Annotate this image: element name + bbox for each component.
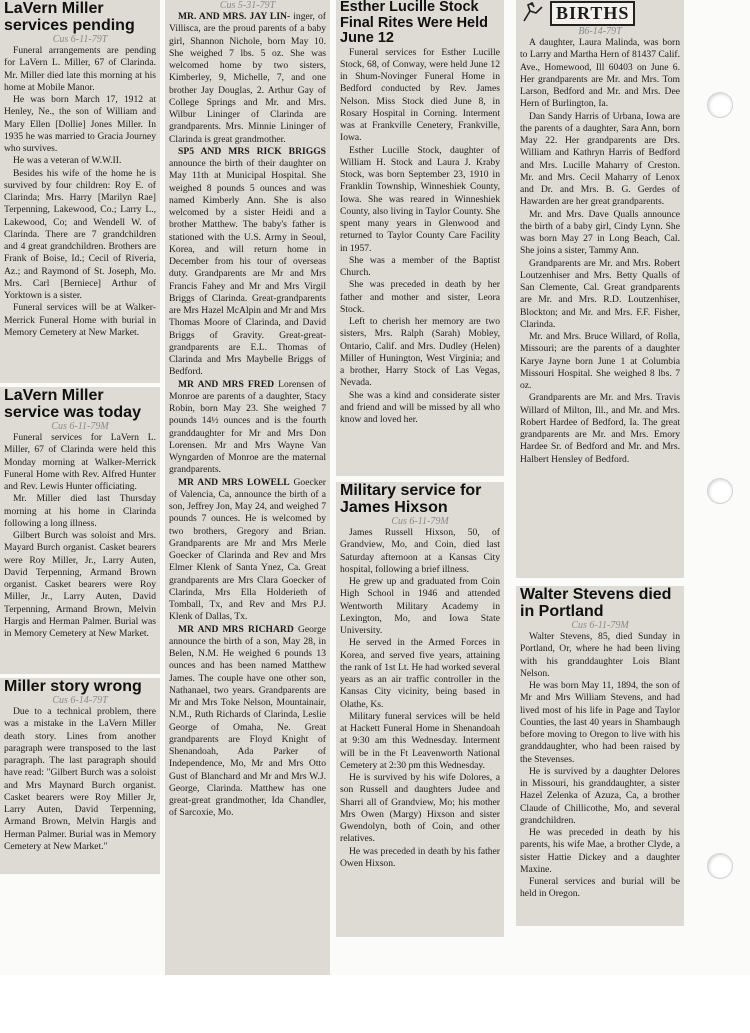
paragraph: She was a member of the Baptist Church. — [340, 254, 500, 278]
binder-hole-bottom — [707, 853, 733, 879]
paragraph: Mr. and Mrs. Bruce Willard, of Rolla, Missouri; are the parents of a daughter Karye Jayne born June 1 at Columbia Missouri Hospital. She weighed 8 lbs. 7 oz. — [520, 331, 680, 391]
paragraph: He was preceded in death by his father Owen Hixson. — [340, 845, 500, 869]
birth-item — [169, 11, 326, 146]
clipping-hixson-military-service — [336, 482, 504, 937]
clipping-births — [516, 0, 684, 578]
paragraph: Funeral services will be at Walker-Merrick Funeral Home with burial in Memory Cemetery at New Market. — [4, 302, 156, 338]
handwritten-date: Cus 6-11-79M — [571, 620, 629, 631]
paragraph: Grandparents are Mr. and Mrs. Travis Willard of Milton, Ill., and Mr. and Mrs. Robert Hardee of Bedford, Ia. The great grandparents are Mr. and Mrs. Emory Hardee Sr. of Bedford and Mr. and Mrs. Halbert Hensley of Bedford. — [520, 392, 680, 465]
headline: Military service for James Hixson — [340, 482, 482, 516]
clipping-miller-services-pending — [0, 0, 160, 383]
paragraph: Mr. Miller died last Thursday morning at his home in Clarinda following a long illness. — [4, 493, 156, 529]
paragraph: Mr. and Mrs. Dave Qualls announce the birth of a baby girl, Cindy Lynn. She was born May 27 in Long Beach, Cal. She joins a sister, Tammy Ann. — [520, 208, 680, 257]
paragraph: Funeral services for Esther Lucille Stock, 68, of Conway, were held June 12 in Shum-Novinger Funeral Home in Bedford conducted by Rev. James Nelson. Miss Stock died June 8, in Rosary Hospital in Corning. Interment was at Frankville Cenetery, Frankville, Iowa. — [340, 46, 500, 144]
item-lead: MR AND MRS LOWELL — [178, 476, 290, 488]
paragraph: He served in the Armed Forces in Korea, and served five years, attaining the rank of 1st Lt. He had worked several years as an air traffic controller in the Kansas City vicinity, being based in Olathe, Ks. — [340, 637, 500, 710]
paragraph: He is survived by a daughter Delores in Missouri, his granddaughter, a sister Hazel Zelenka of Azuza, Ca, a brother Claude of Chillicothe, Mo, and several grandchildren. — [520, 765, 680, 826]
clipping-stock-final-rites — [336, 0, 504, 476]
birth-item — [169, 477, 326, 624]
handwritten-date: Cus 6-14-79T — [52, 695, 108, 706]
paragraph: He was a veteran of W.W.II. — [13, 155, 122, 167]
paragraph: She was a kind and considerate sister and friend and will be missed by all who know and loved her. — [340, 389, 500, 425]
handwritten-date: Cus 6-11-79T — [52, 34, 108, 45]
headline: LaVern Miller service was today — [4, 387, 141, 421]
paragraph: Military funeral services will be held at Hackett Funeral Home in Shenandoah at 9:30 am this Wednesday. Interment will be in the Ft Leavenworth National Cemetery at 2:30 pm this Wednesday. — [340, 710, 500, 771]
clipping-stevens-died-portland — [516, 586, 684, 926]
headline: LaVern Miller services pending — [4, 0, 135, 34]
item-lead: MR AND MRS FRED — [178, 378, 275, 390]
binder-hole-middle — [707, 478, 733, 504]
paragraph: Left to cherish her memory are two sisters, Mrs. Ralph (Sarah) Mobley, Ontario, Calif. and Mrs. Dudley (Helen) Miller of Hunington, West Virginia; and a brother, Harry Stock of Las Vegas, Nevada. — [340, 316, 500, 389]
paragraph: James Russell Hixson, 50, of Grandview, Mo, and Coin, died last Saturday afternoon at a Kansas City hospital, following a brief illness. — [340, 527, 500, 575]
birth-item — [169, 624, 326, 820]
clipping-birth-announcements — [165, 0, 330, 975]
paragraph: A daughter, Laura Malinda, was born to Larry and Martha Hern of 81437 Calif. Ave., Homewood, Ill 60403 on June 6. Her grandparents are Mr. and Mrs. Tom Larson, Bedford and Mr. and Mrs. Dee Hern of Burlington, Ia. — [520, 37, 680, 110]
headline: Walter Stevens died in Portland — [520, 586, 672, 620]
paragraph: He was born May 11, 1894, the son of Mr and Mrs William Stevens, and had lived most of his life in Page and Taylor Counties, the last 40 years in Shambaugh before moving to Oregon to live with his granddaughter, who had been raised by the Stevenses. — [520, 680, 680, 765]
handwritten-date: Cus 6-11-79M — [51, 421, 109, 432]
paragraph: Funeral services and burial will be held in Oregon. — [520, 876, 680, 900]
paragraph: Besides his wife of the home he is survived by four children: Roy E. of Clarinda; Mrs. Harry [Marilyn Rae] Terpenning, Lakewood, Co.; Larry L., Lakewood, Co; and Wendell W. of Clarinda. There are 7 grandchildren and 4 great grandchildren. Brothers are Frank of Boise, Id.; Cecil of Riveria, Az.; and Raymond of St. Joseph, Mo. Mrs. Carl [Berniece] Arthur of Yorktown is a sister. — [4, 167, 156, 301]
births-title: BIRTHS — [550, 1, 635, 26]
item-lead: MR. AND MRS. JAY LIN- — [178, 11, 291, 22]
item-text: announce the birth of their daughter on May 11th at Municipal Hospital. She weighed 8 pounds 5 ounces and was named Kimberly Ann. She is also welcomed by a sister Heidi and a brother Matthew. The baby's father is stationed with the U.S. Army in Seoul, Korea, and will return home in December from his tour of overseas duty. Grandparents are Mr and Mrs Francis Fahey and Mr and Mrs Virgil Briggs of Clarinda. Great-grandparents are Mrs Hazel McAlpin and Mr and Mrs Thomas Moore of Clarinda, and David Briggs of Gravity. Great-great-grandparents are E.L. Thomas of Clarinda and Mrs Maybelle Briggs of Bedford. — [169, 158, 326, 378]
paragraph: She was preceded in death by her father and mother and sister, Leora Stock. — [340, 279, 500, 315]
stork-icon — [520, 1, 546, 25]
item-text: Goecker of Valencia, Ca, announce the birth of a son, Jeffrey Jon, May 24, and weighed 7 pounds 7 ounces. He is welcomed by two brothers, Gregory and Brian. Grandparents are Mr and Mrs Merle Goecker of Clarinda and Rev and Mrs Elmer Klenk of Santa Ynez, Ca. Great grandparents are Mrs Clara Goecker of Clarinda, Mrs Ella Holderieth of Tomball, Tx, and Rev and Mrs P.J. Klenk of Dallas, Tx. — [169, 476, 326, 623]
clipping-miller-service-today — [0, 387, 160, 674]
paragraph: He is survived by his wife Dolores, a son Russell and daughters Judee and Sharri all of Grandview, Mo; his mother Mrs Owen (Margy) Hixson and sister Gwendolyn, both of Coin, and other relatives. — [340, 772, 500, 845]
paragraph: Funeral arrangements are pending for LaVern L. Miller, 67 of Clarinda. Mr. Miller died late this morning at his home at Mobile Manor. — [4, 45, 156, 93]
paragraph: Esther Lucille Stock, daughter of William H. Stock and Laura J. Kraby Stock, was born September 23, 1910 in Franklin Township, Winneshiek County, Iowa. She was reared in Winneshiek County, also living in Taylor County. She spent many years in Glenwood and returned to Taylor County Care Facility in 1957. — [340, 144, 500, 254]
item-lead: SP5 AND MRS RICK BRIGGS — [178, 145, 326, 157]
item-text: George announce the birth of a son, May 28, in Belen, N.M. He weighed 6 pounds 13 ounces and has been named Matthew James. The couple have one other son, Nathanael, two years. Grandparents are Mr and Mrs Toke Nelson, Mountainair, N.M., Ruth Richards of Clarinda, Leslie George of Omaha, Ne. Great grandparents are Floyd Knight of Shenandoah, Ada Parker of Independence, Mo, Mr and Mrs Otto Gust of Blanchard and Mr and Mrs W.J. George, Clarinda. Matthew has one great-great grandmother, Ida Chandler, of Sarcoxie, Mo. — [169, 623, 326, 819]
paragraph: Walter Stevens, 85, died Sunday in Portland, Or, where he had been living with his granddaughter Lois Blant Nelson. — [520, 631, 680, 679]
clipping-miller-story-wrong — [0, 678, 160, 874]
paragraph: Dan Sandy Harris of Urbana, Iowa are the parents of a daughter, Sara Ann, born May 22. Her grandparents are Drs. William and Kathryn Harris of Bedford and Mrs. Lucille Maharry of Creston. Mr. and Mrs. Cecil Maharry of Lenox and Dr. and Mrs. B. G. Gerdes of Hawarden are her great grandparents. — [520, 110, 680, 208]
paragraph: Grandparents are Mr. and Mrs. Robert Loutzenhiser and Mrs. Betty Qualls of San Clemente, Cal. Great grandparents are Mr. and Mrs. R.D. Loutzenhiser, Blockton; and Mr. and Mrs. F.F. Fisher, Clarinda. — [520, 257, 680, 330]
handwritten-date: Cus 5-31-79T — [219, 0, 276, 11]
handwritten-date: Cus 6-11-79M — [391, 516, 449, 527]
headline: Esther Lucille Stock Final Rites Were Held June 12 — [340, 0, 488, 46]
paragraph: Gilbert Burch was soloist and Mrs. Mayard Burch organist. Casket bearers were Roy Miller, Jr., Larry Auten, David Terpenning, Armand Brown organist. Casket bearers were Roy Miller, Jr., Larry Auten, David Terpenning, Armand Brown, Melvin Hargis and Herman Palmer. Burial was in Memory Cemetery at New Market. — [4, 530, 156, 639]
item-text: Lorensen of Monroe are parents of a daughter, Stacy Robin, born May 23. She weighed 7 pounds 14½ ounces and is the fourth granddaughter for Mr and Mrs Don Lorensen. Mr and Mrs Wayne Van Wyngarden of Monroe are the maternal grandparents. — [169, 378, 326, 476]
birth-item — [169, 146, 326, 379]
paragraph: He was born March 17, 1912 at Henley, Ne., the son of William and Mary Ellen [Dollie] Jones Miller. In 1935 he was married to Gracia Journey who survives. — [4, 94, 156, 154]
item-text: inger, of Villisca, are the proud parents of a baby girl, Shannon Nichole, born May 10. She weighed 7 lbs. 5 oz. She was welcomed home by two sisters, Kimberley, 9, Michelle, 7, and one brother Jay Douglas, 2. Arthur Gay of College Springs and Mr. and Mrs. Wilbur Lininger of Clarinda are grandparents. Mrs. Minnie Lininger of Clarinda is great grandmother. — [169, 11, 326, 145]
paragraph: Funeral services for LaVern L. Miller, 67 of Clarinda were held this Monday morning at Walker-Merrick Funeral Home with Rev. Alfred Hunter and Rev. Lewis Hunter officiating. — [4, 432, 156, 492]
item-lead: MR AND MRS RICHARD — [178, 623, 294, 635]
birth-item — [169, 379, 326, 477]
paragraph: He was preceded in death by his parents, his wife Mae, a brother Clyde, a sister Hattie Dickey and a daughter Maxine. — [520, 827, 680, 875]
paragraph: Due to a technical problem, there was a mistake in the LaVern Miller death story. Lines from another paragraph were transposed to the last paragraph. The last paragraph should have read: "Gilbert Burch was a soloist and Mrs Maynard Burch organist. Casket bearers were Roy Miller Jr, Larry Auten, David Terpenning, Armand Brown, Melvin Hargis and Herman Palmer. Burial was in Memory Cemetery at New Market." — [4, 706, 156, 852]
paragraph: He grew up and graduated from Coin High School in 1946 and attended Wentworth Military Academy in Lexington, Mo, and Iowa State University. — [340, 576, 500, 636]
binder-hole-top — [707, 92, 733, 118]
headline: Miller story wrong — [4, 678, 142, 695]
handwritten-date: B6-14-79T — [578, 26, 622, 37]
births-masthead — [520, 0, 680, 26]
